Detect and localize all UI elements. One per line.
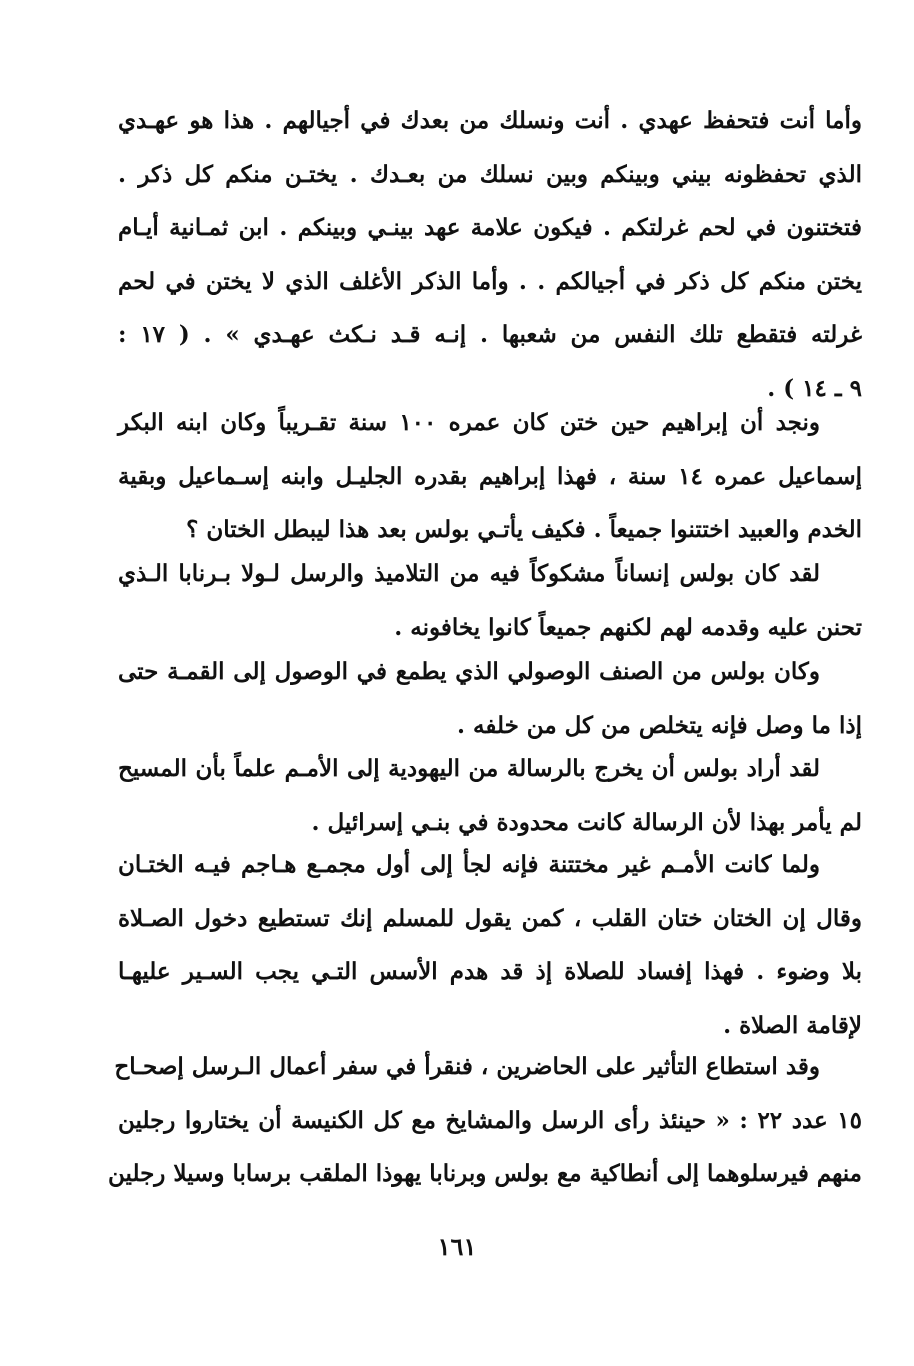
text-line: لم يأمر بهذا لأن الرسالة كانت محدودة في بنـي إسرائيل . [311,808,862,836]
paragraph-covenant-quote [118,94,862,415]
text-line: غرلته فتقطع تلك النفس من شعبها . إنـه قـد نـكث عهـدي » . ( ١٧ : [118,321,862,348]
text-line: ونجد أن إبراهيم حين ختن كان عمره ١٠٠ سنة تقـريباً وكان ابنه البكر [118,409,820,436]
page-number: ١٦١ [437,1232,477,1261]
text-line: إسماعيل عمره ١٤ سنة ، فهذا إبراهيم بقدره الجليـل وابنه إسـماعيل وبقية [118,462,863,490]
text-line: لإقامة الصلاة . [723,1011,862,1039]
text-line: وقد استطاع التأثير على الحاضرين ، فنقرأ في سفر أعمال الـرسل إصحـاح [114,1053,820,1080]
paragraph-paul-nations [118,742,862,849]
text-line: وقال إن الختان ختان القلب ، كمن يقول للمسلم إنك تستطيع دخول الصـلاة [118,904,862,932]
text-line: وكان بولس من الصنف الوصولي الذي يطمع في الوصول إلى القمـة حتى [118,658,820,685]
paragraph-paul-opportunist [118,645,862,752]
text-line: وأما أنت فتحفظ عهدي . أنت ونسلك من بعدك في أجيالهم . هذا هو عهـدي [118,107,862,134]
text-line: منهم فيرسلوهما إلى أنطاكية مع بولس وبرنابا يهوذا الملقب برسابا وسيلا رجلين [108,1160,862,1187]
text-line: الخدم والعبيد اختتنوا جميعاً . فكيف يأتـي بولس بعد هذا ليبطل الختان ؟ [186,516,862,543]
text-line: ٩ ـ ١٤ ) . [767,374,862,402]
text-line: بلا وضوء . فهذا إفساد للصلاة إذ قد هدم الأسس التـي يجب السـير عليهـا [118,958,862,985]
paragraph-circumcision-heart [118,838,862,1052]
text-line: ١٥ عدد ٢٢ : « حينئذ رأى الرسل والمشايخ مع كل الكنيسة أن يختاروا رجلين [118,1106,862,1134]
text-line: الذي تحفظونه بيني وبينكم وبين نسلك من بعـدك . يختـن منكم كل ذكر . [118,160,862,188]
paragraph-abraham [118,396,862,557]
paragraph-acts [108,1040,862,1201]
paragraph-paul-doubted [118,547,862,654]
text-line: يختن منكم كل ذكر في أجيالكم . . وأما الذكر الأغلف الذي لا يختن في لحم [118,267,862,295]
text-line: تحنن عليه وقدمه لهم لكنهم جميعاً كانوا يخافونه . [394,613,862,641]
text-line: فتختنون في لحم غرلتكم . فيكون علامة عهد بينـي وبينكم . ابن ثمـانية أيـام [118,214,862,241]
text-line: إذا ما وصل فإنه يتخلص من كل من خلفه . [456,711,862,739]
text-line: لقد كان بولس إنساناً مشكوكاً فيه من التلاميذ والرسل لـولا بـرنابا الـذي [118,560,820,587]
text-line: لقد أراد بولس أن يخرج بالرسالة من اليهودية إلى الأمـم علماً بأن المسيح [118,755,820,782]
text-line: ولما كانت الأمـم غير مختتنة فإنه لجأ إلى أول مجمـع هـاجم فيـه الختـان [118,851,820,878]
